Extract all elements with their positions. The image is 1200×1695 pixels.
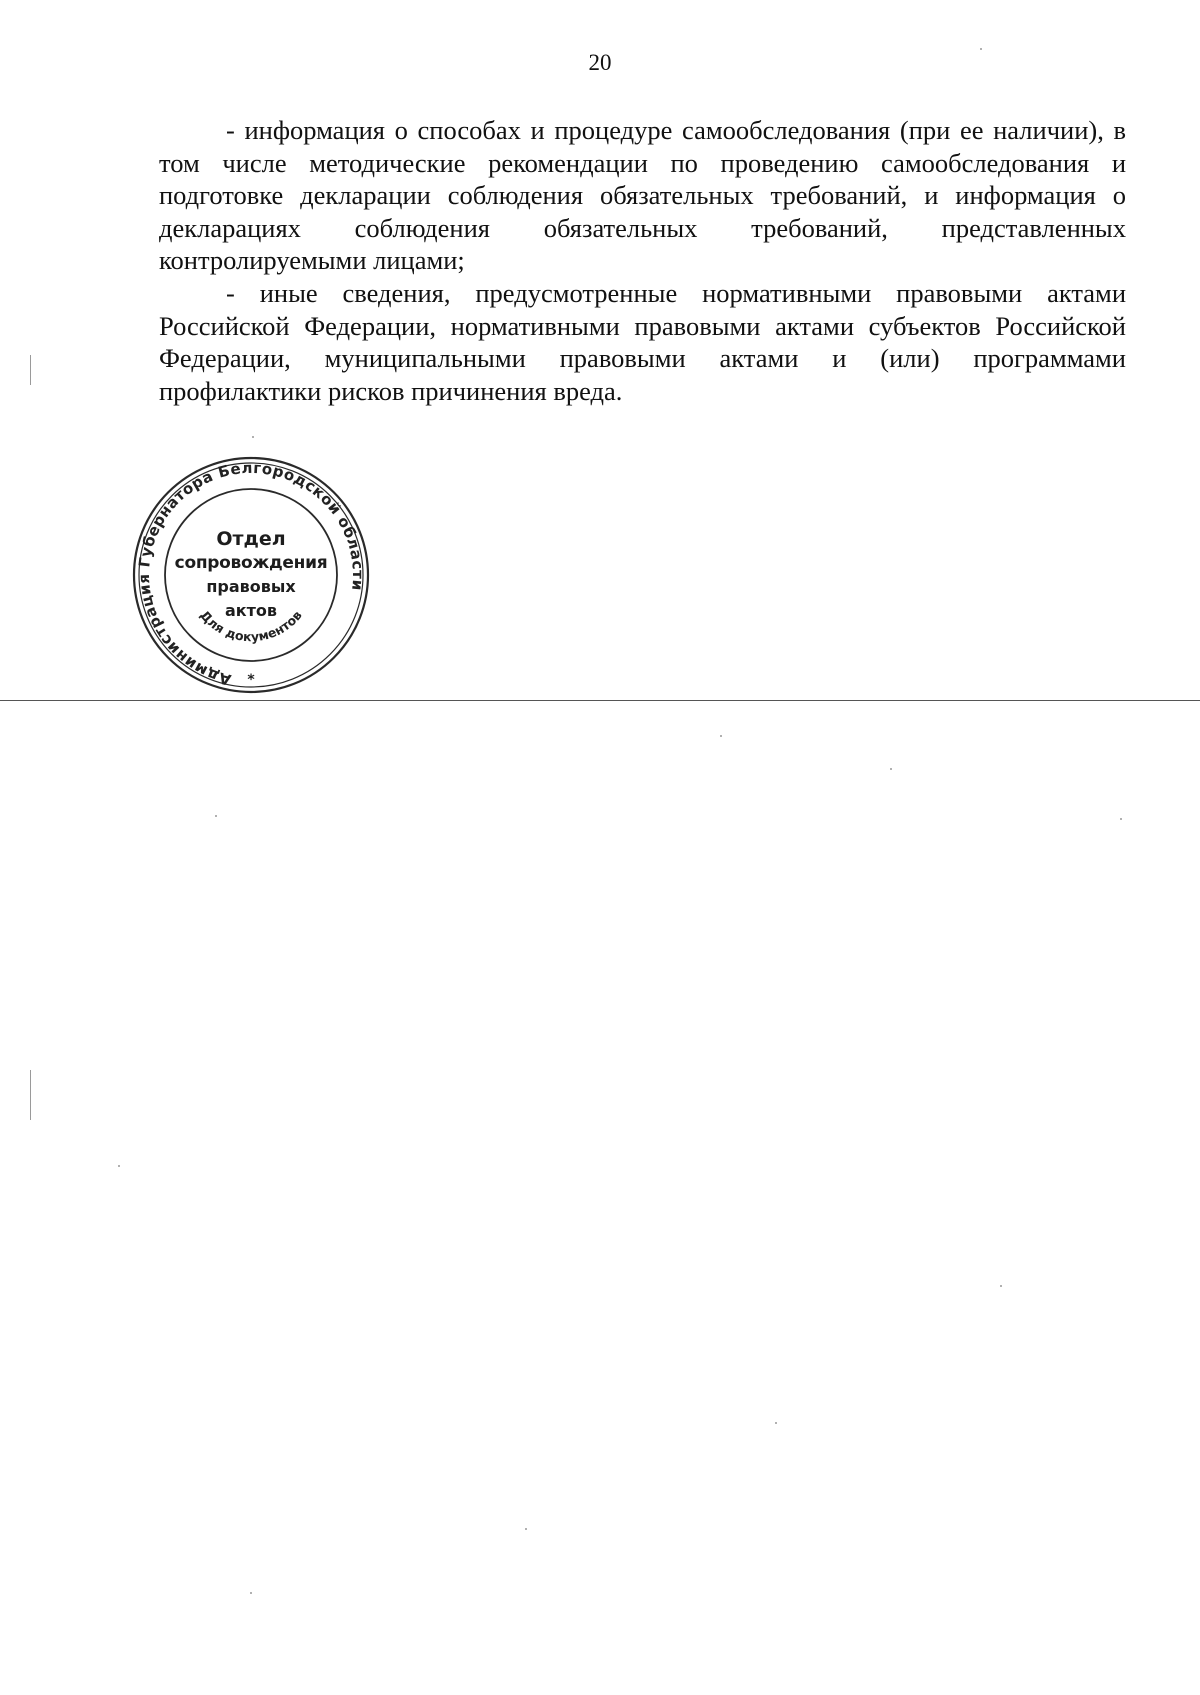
- seal-outer-text: Администрация Губернатора Белгородской области: [134, 458, 368, 689]
- scan-speck: [250, 1592, 252, 1594]
- scan-speck: [525, 1528, 527, 1530]
- scan-speck: [720, 735, 722, 737]
- page-divider: [0, 700, 1200, 701]
- seal-line-legal: правовых: [206, 577, 296, 596]
- scan-margin-mark: [30, 355, 31, 385]
- document-body: [159, 114, 1126, 407]
- scan-speck: [775, 1422, 777, 1424]
- seal-star-icon: *: [247, 672, 255, 688]
- scan-speck: [1120, 818, 1122, 820]
- paragraph-other-information: - иные сведения, предусмотренные нормативными правовыми актами Российской Федерации, нормативными правовыми актами субъектов Российской Федерации, муниципальными правовыми актами и (или) программами профилактики рисков причинения вреда.: [159, 277, 1126, 406]
- scan-speck: [118, 1165, 120, 1167]
- seal-inner-text: Для документов: [197, 607, 305, 645]
- scan-margin-mark: [30, 1070, 31, 1120]
- page-number: 20: [588, 50, 612, 75]
- scan-speck: [252, 436, 254, 438]
- seal-line-acts: актов: [224, 601, 278, 620]
- paragraph-self-inspection-info: - информация о способах и процедуре самообследования (при ее наличии), в том числе методические рекомендации по проведению самообследования и подготовке декларации соблюдения обязательных требований, и информация о декларациях соблюдения обязательных требований, представленных контролируемыми лицами;: [159, 115, 1126, 276]
- scan-speck: [980, 48, 982, 50]
- seal-center-text: [131, 455, 371, 695]
- scan-speck: [215, 815, 217, 817]
- seal-line-support: сопровождения: [174, 553, 328, 573]
- scan-speck: [1000, 1285, 1002, 1287]
- seal-line-department: Отдел: [216, 528, 286, 550]
- scan-speck: [890, 768, 892, 770]
- official-seal: [131, 455, 371, 695]
